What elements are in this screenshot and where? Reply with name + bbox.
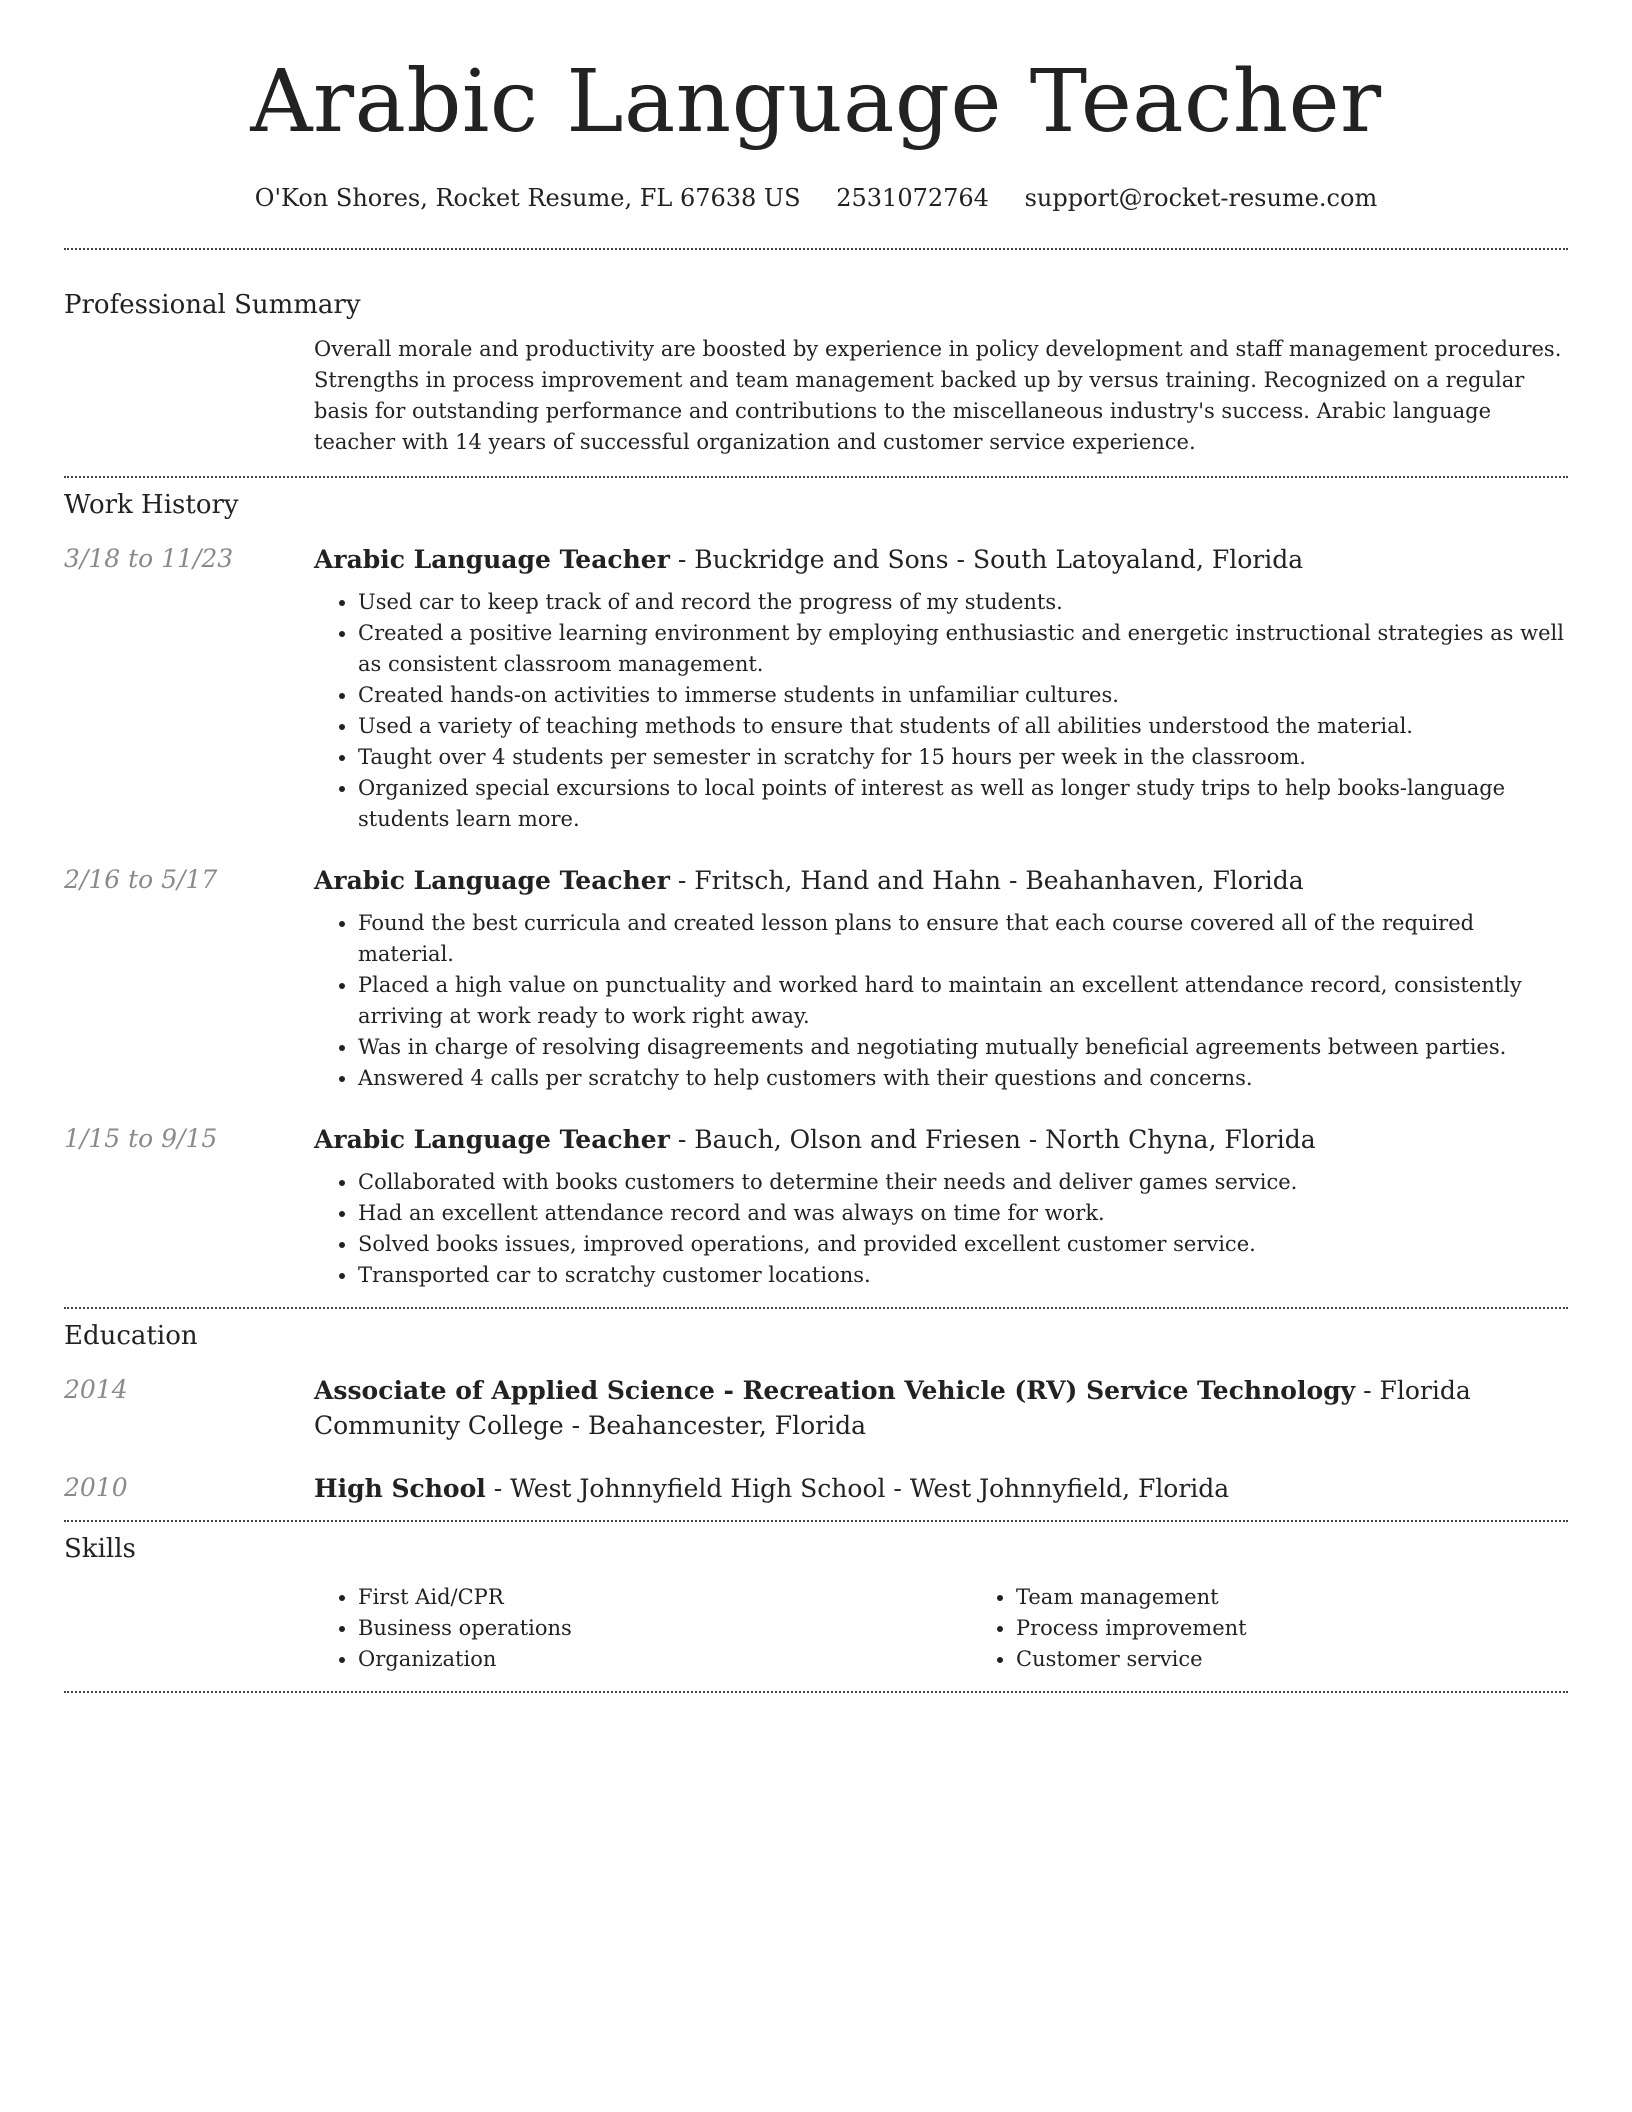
job-dates: 1/15 to 9/15 xyxy=(64,1124,218,1153)
job-entry xyxy=(64,863,1568,1094)
resume-name: Arabic Language Teacher xyxy=(250,52,1382,152)
contact-line xyxy=(64,182,1568,214)
job-employer: - Bauch, Olson and Friesen - North Chyna, Florida xyxy=(669,1125,1316,1154)
list-item: • Used a variety of teaching methods to ensure that students of all abilities understood the material. xyxy=(358,711,1568,742)
skill-item: • Business operations xyxy=(358,1613,972,1644)
education-year: 2014 xyxy=(64,1375,128,1404)
job-entry xyxy=(64,1122,1568,1291)
job-employer: - Buckridge and Sons - South Latoyaland, Florida xyxy=(669,545,1304,574)
education-entry xyxy=(64,1373,1568,1443)
job-title xyxy=(314,863,1568,898)
job-role: Arabic Language Teacher xyxy=(314,545,670,574)
section-title-skills: Skills xyxy=(64,1534,136,1564)
section-title-work-history: Work History xyxy=(64,490,239,520)
summary-text: Overall morale and productivity are boosted by experience in policy development and staff management procedures. Strengths in process improvement and team management backed up by versus training. Recognized on a regular basis for outstanding performance and contributions to the miscellaneous industry's success. Arabic language teacher with 14 years of successful organization and customer service experience. xyxy=(314,337,1562,454)
education-year: 2010 xyxy=(64,1473,128,1502)
skill-item: • Team management xyxy=(1016,1582,1630,1613)
work-history-section xyxy=(64,478,1568,1307)
job-dates: 3/18 to 11/23 xyxy=(64,544,234,573)
list-item: • Created a positive learning environment by employing enthusiastic and energetic instructional strategies as well as consistent classroom management. xyxy=(358,618,1568,680)
skills-section xyxy=(64,1522,1568,1691)
job-dates: 2/16 to 5/17 xyxy=(64,865,218,894)
education-title xyxy=(314,1373,1568,1443)
job-role: Arabic Language Teacher xyxy=(314,866,670,895)
list-item: • Found the best curricula and created lesson plans to ensure that each course covered all of the required material. xyxy=(358,908,1568,970)
list-item: • Organized special excursions to local points of interest as well as longer study trips to help books-language students learn more. xyxy=(358,773,1568,835)
resume-header xyxy=(64,0,1568,214)
contact-address: O'Kon Shores, Rocket Resume, FL 67638 US xyxy=(254,184,801,212)
education-degree: Associate of Applied Science - Recreation Vehicle (RV) Service Technology xyxy=(314,1376,1356,1405)
section-title-summary: Professional Summary xyxy=(64,290,361,320)
list-item: • Placed a high value on punctuality and worked hard to maintain an excellent attendance record, consistently arriving at work ready to work right away. xyxy=(358,970,1568,1032)
job-employer: - Fritsch, Hand and Hahn - Beahanhaven, Florida xyxy=(669,866,1304,895)
summary-section xyxy=(64,250,1568,476)
education-entry xyxy=(64,1471,1568,1506)
list-item: • Had an excellent attendance record and was always on time for work. xyxy=(358,1198,1568,1229)
education-school: - West Johnnyfield High School - West Johnnyfield, Florida xyxy=(485,1474,1230,1503)
job-title xyxy=(314,1122,1568,1157)
list-item: • Was in charge of resolving disagreements and negotiating mutually beneficial agreements between parties. xyxy=(358,1032,1568,1063)
skill-item: • Organization xyxy=(358,1644,972,1675)
resume-page xyxy=(64,0,1568,1693)
education-section xyxy=(64,1309,1568,1520)
skills-list-right xyxy=(972,1582,1630,1675)
job-duties-list xyxy=(314,908,1568,1094)
contact-phone: 2531072764 xyxy=(836,184,989,212)
education-title xyxy=(314,1471,1568,1506)
contact-email: support@rocket-resume.com xyxy=(1024,184,1378,212)
skill-item: • Process improvement xyxy=(1016,1613,1630,1644)
list-item: • Used car to keep track of and record the progress of my students. xyxy=(358,587,1568,618)
job-title xyxy=(314,542,1568,577)
list-item: • Answered 4 calls per scratchy to help customers with their questions and concerns. xyxy=(358,1063,1568,1094)
job-duties-list xyxy=(314,1167,1568,1291)
skill-item: • First Aid/CPR xyxy=(358,1582,972,1613)
skill-item: • Customer service xyxy=(1016,1644,1630,1675)
divider xyxy=(64,1691,1568,1693)
education-school: - Florida Community College - Beahancester, Florida xyxy=(314,1376,1471,1440)
education-degree: High School xyxy=(314,1474,486,1503)
list-item: • Solved books issues, improved operations, and provided excellent customer service. xyxy=(358,1229,1568,1260)
job-duties-list xyxy=(314,587,1568,835)
job-role: Arabic Language Teacher xyxy=(314,1125,670,1154)
section-title-education: Education xyxy=(64,1321,198,1351)
list-item: • Collaborated with books customers to determine their needs and deliver games service. xyxy=(358,1167,1568,1198)
list-item: • Created hands-on activities to immerse students in unfamiliar cultures. xyxy=(358,680,1568,711)
list-item: • Taught over 4 students per semester in scratchy for 15 hours per week in the classroom. xyxy=(358,742,1568,773)
skills-list-left xyxy=(314,1582,972,1675)
list-item: • Transported car to scratchy customer locations. xyxy=(358,1260,1568,1291)
job-entry xyxy=(64,542,1568,835)
